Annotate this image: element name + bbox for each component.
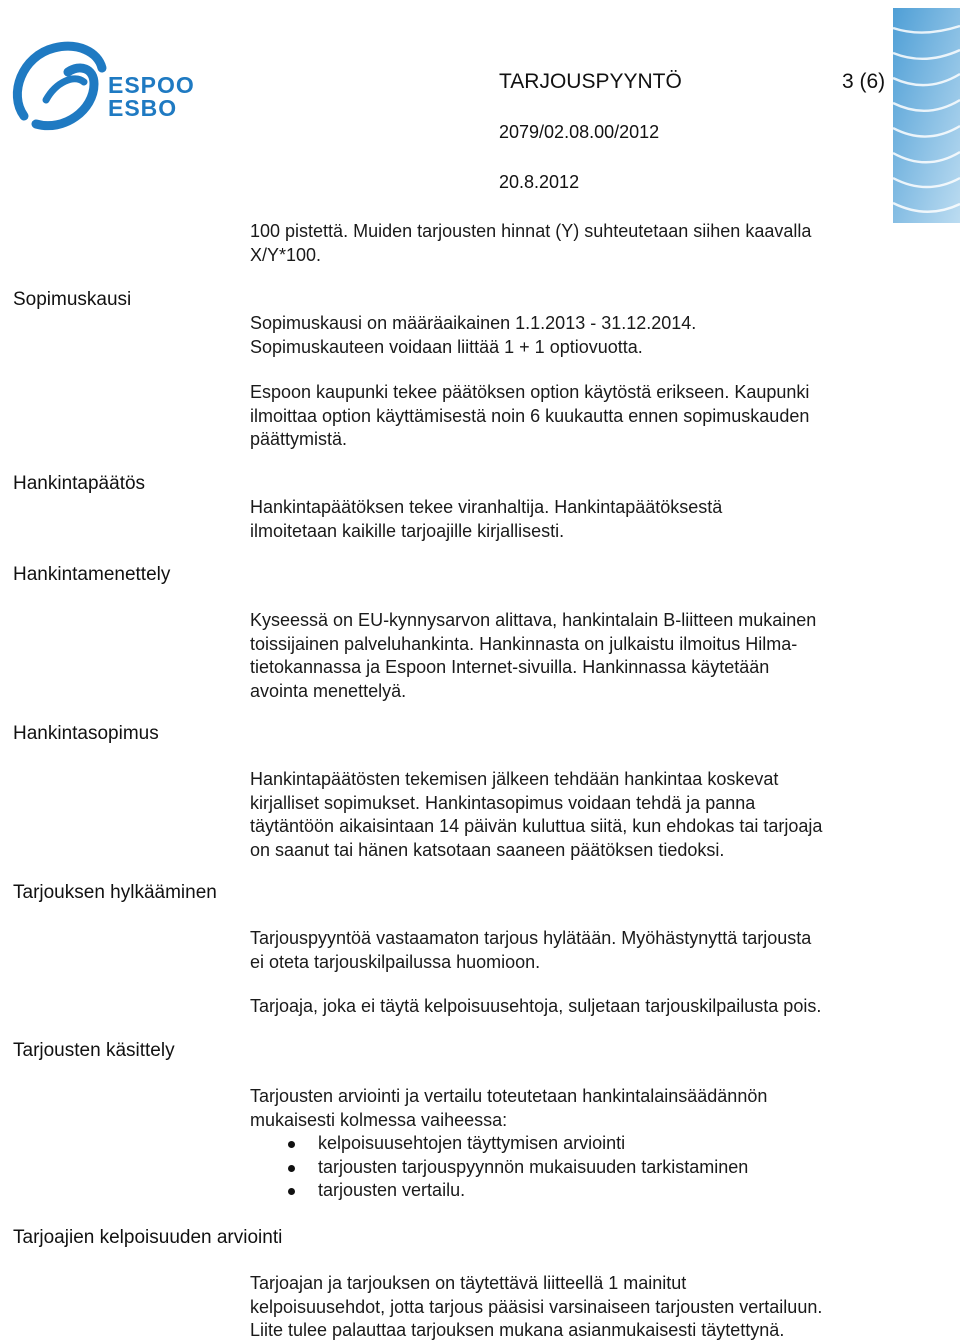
bullet-icon: [288, 1141, 295, 1148]
text-line: Sopimuskauteen voidaan liittää 1 + 1 optiovuotta.: [250, 336, 643, 357]
heading-hankintasopimus: Hankintasopimus: [13, 723, 159, 744]
bullet-icon: [288, 1165, 295, 1172]
text-line: Hankintapäätöksen tekee viranhaltija. Hankintapäätöksestä: [250, 497, 723, 517]
text-line: on saanut tai hänen katsotaan saaneen päätöksen tiedoksi.: [250, 839, 725, 860]
heading-kasittely: Tarjousten käsittely: [13, 1040, 175, 1061]
text-line: toissijainen palveluhankinta. Hankinnasta on julkaistu ilmoitus Hilma-: [250, 633, 798, 654]
bullet-icon: [288, 1188, 295, 1195]
list-item-text: tarjousten vertailu.: [318, 1180, 466, 1200]
paragraph-hankintapaatos: [250, 496, 910, 543]
list-item: [250, 1179, 910, 1203]
list-item-text: tarjousten tarjouspyynnön mukaisuuden tarkistaminen: [318, 1156, 749, 1177]
logo-text-espoo: ESPOO: [108, 72, 195, 98]
text-line: täytäntöön aikaisintaan 14 päivän kuluttua siitä, kun ehdokas tai tarjoaja: [250, 816, 823, 836]
intro-paragraph: [250, 220, 910, 267]
text-line: kelpoisuusehdot, jotta tarjous pääsisi varsinaiseen tarjousten vertailuun.: [250, 1296, 823, 1317]
heading-hankintamenettely: Hankintamenettely: [13, 564, 171, 585]
logo-text-esbo: ESBO: [108, 95, 178, 121]
reference-number: 2079/02.08.00/2012: [499, 122, 660, 142]
text-line: mukaisesti kolmessa vaiheessa:: [250, 1109, 508, 1130]
text-line: Sopimuskausi on määräaikainen 1.1.2013 - 31.12.2014.: [250, 313, 697, 333]
espoo-logo: [6, 38, 196, 138]
paragraph-hylkaaminen-2: [250, 995, 910, 1019]
text-line: Tarjousten arviointi ja vertailu toteutetaan hankintalainsäädännön: [250, 1086, 768, 1106]
text-line: Hankintapäätösten tekemisen jälkeen tehdään hankintaa koskevat: [250, 769, 779, 789]
espoo-logo-emblem: [6, 38, 116, 138]
page-number: 3 (6): [842, 70, 886, 93]
text-line: avointa menettelyä.: [250, 680, 407, 701]
text-line: ilmoittaa option käyttämisestä noin 6 kuukautta ennen sopimuskauden: [250, 405, 810, 426]
text-line: Espoon kaupunki tekee päätöksen option käytöstä erikseen. Kaupunki: [250, 382, 810, 402]
heading-sopimuskausi: Sopimuskausi: [13, 289, 132, 310]
list-item: [250, 1132, 910, 1156]
document-title: TARJOUSPYYNTÖ: [499, 70, 682, 93]
list-item-text: kelpoisuusehtojen täyttymisen arviointi: [318, 1133, 626, 1153]
text-line: 100 pistettä. Muiden tarjousten hinnat (Y) suhteutetaan siihen kaavalla: [250, 221, 812, 241]
paragraph-kasittely: [250, 1085, 910, 1203]
text-line: Tarjoajan ja tarjouksen on täytettävä liitteellä 1 mainitut: [250, 1273, 687, 1293]
heading-hankintapaatos: Hankintapäätös: [13, 473, 146, 494]
text-line: X/Y*100.: [250, 244, 322, 265]
paragraph-hankintamenettely: [250, 609, 910, 703]
text-line: ilmoitetaan kaikille tarjoajille kirjallisesti.: [250, 520, 565, 541]
heading-kelpoisuus: Tarjoajien kelpoisuuden arviointi: [13, 1227, 283, 1248]
text-line: ei oteta tarjouskilpailussa huomioon.: [250, 951, 541, 972]
paragraph-sopimuskausi-1: [250, 312, 910, 359]
paragraph-hylkaaminen-1: [250, 927, 910, 974]
heading-hylkaaminen: Tarjouksen hylkääminen: [13, 882, 217, 903]
paragraph-kelpoisuus: [250, 1272, 910, 1343]
corner-decoration: [893, 8, 960, 223]
text-line: tietokannassa ja Espoon Internet-sivuilla. Hankinnassa käytetään: [250, 657, 770, 677]
text-line: kirjalliset sopimukset. Hankintasopimus voidaan tehdä ja panna: [250, 792, 756, 813]
bullet-list: [250, 1132, 910, 1203]
text-line: Tarjoaja, joka ei täytä kelpoisuusehtoja, suljetaan tarjouskilpailusta pois.: [250, 996, 822, 1016]
paragraph-sopimuskausi-2: [250, 381, 910, 452]
document-date: 20.8.2012: [499, 172, 580, 192]
text-line: Tarjouspyyntöä vastaamaton tarjous hylätään. Myöhästynyttä tarjousta: [250, 928, 812, 948]
list-item: [250, 1156, 910, 1180]
text-line: Kyseessä on EU-kynnysarvon alittava, hankintalain B-liitteen mukainen: [250, 610, 817, 630]
paragraph-hankintasopimus: [250, 768, 910, 862]
text-line: Liite tulee palauttaa tarjouksen mukana asianmukaisesti täytettynä.: [250, 1320, 785, 1340]
text-line: päättymistä.: [250, 429, 348, 449]
